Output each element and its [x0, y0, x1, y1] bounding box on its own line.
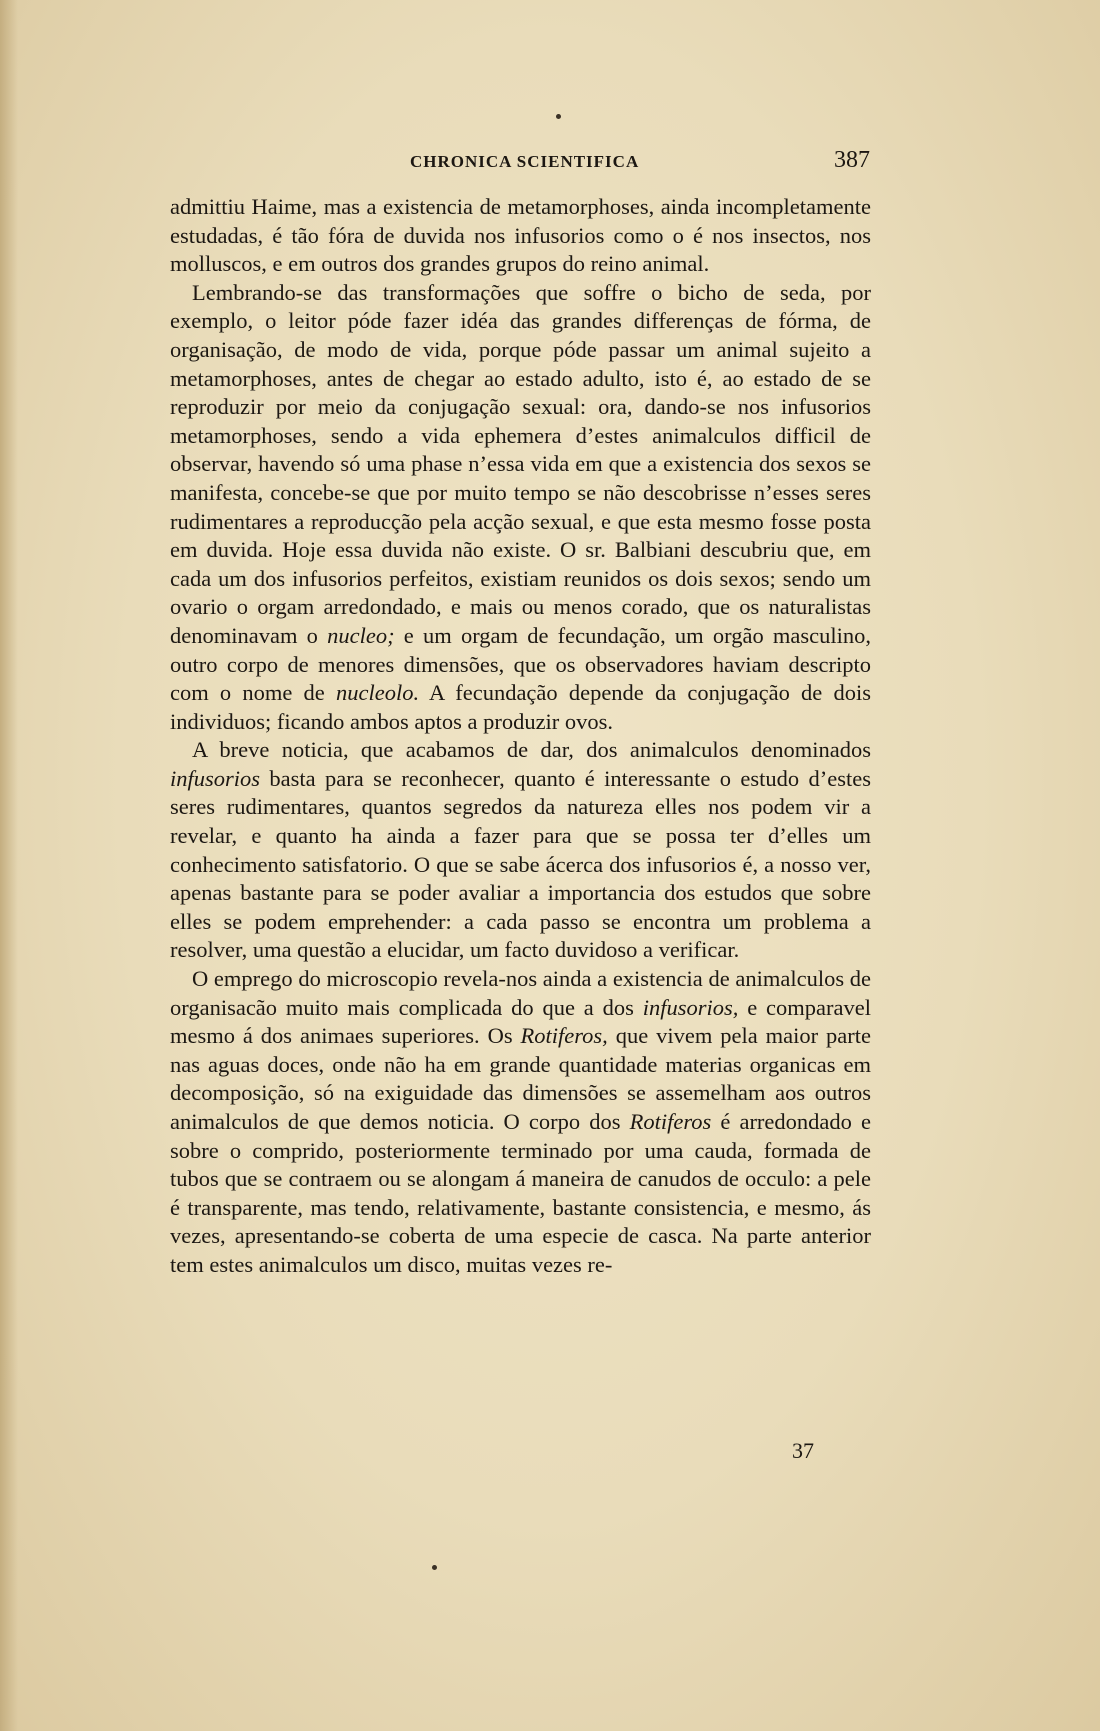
italic-term: nucleolo. [335, 680, 420, 706]
text-run: basta para se reconhecer, quanto é interessante o estudo d’estes seres rudimentares, quantos segredos da natureza elles nos podem vir a revelar, e quanto ha ainda a fazer para que se possa ter d’elles um conhecimento satisfatorio. O que se sabe ácerca dos infusorios é, a nosso ver, apenas bastante para se poder avaliar a importancia dos estudos que sobre elles se podem emprehender: a cada passo se encontra um problema a resolver, uma questão a elucidar, um facto duvidoso a verificar. [170, 765, 871, 963]
italic-term: nucleo; [327, 622, 395, 648]
running-head: CHRONICA SCIENTIFICA [410, 152, 640, 171]
ink-speck [556, 114, 561, 119]
italic-term: Rotiferos, [520, 1023, 608, 1049]
italic-term: infusorios, [642, 994, 739, 1020]
text-run: e um orgam de fecundação, um orgão masculino, outro corpo de menores dimensões, que os observadores haviam descripto com o nome de [170, 622, 871, 706]
paragraph [170, 736, 871, 965]
text-run: admittiu Haime, mas a existencia de metamorphoses, ainda incompletamente estudadas, é tão fóra de duvida nos infusorios como o é nos insectos, nos molluscos, e em outros dos grandes grupos do reino animal. [170, 194, 871, 277]
signature-mark: 37 [792, 1438, 814, 1463]
text-run: que vivem pela maior parte nas aguas doces, onde não ha em grande quantidade materias organicas em decomposição, só na exiguidade das dimensões se assemelham aos outros animalculos de que demos noticia. O corpo dos [170, 1023, 871, 1134]
text-run: O emprego do microscopio revela-nos ainda a existencia de animalculos de organisacão muito mais complicada do que a dos [170, 966, 871, 1020]
italic-term: Rotiferos [629, 1109, 712, 1134]
italic-term: infusorios [170, 765, 261, 791]
page-number: 387 [834, 147, 870, 173]
paragraph [170, 279, 871, 737]
text-run: é arredondado e sobre o comprido, posteriormente terminado por uma cauda, formada de tubos que se contraem ou se alongam á maneira de canudos de occulo: a pele é transparente, mas tendo, relativamente, bastante consistencia, e mesmo, ás vezes, apresentando-se coberta de uma especie de casca. Na parte anterior tem estes animalculos um disco, muitas vezes re- [170, 1109, 871, 1277]
page-header [170, 147, 870, 180]
text-run: A breve noticia, que acabamos de dar, dos animalculos denominados [192, 737, 871, 763]
paragraph [170, 965, 871, 1280]
text-run: A fecundação depende da conjugação de dois individuos; ficando ambos aptos a produzir ovos. [170, 680, 871, 734]
text-run: Lembrando-se das transformações que soffre o bicho de seda, por exemplo, o leitor póde fazer idéa das grandes differenças de fórma, de organisação, de modo de vida, porque póde passar um animal sujeito a metamorphoses, antes de chegar ao estado adulto, isto é, ao estado de se reproduzir por meio da conjugação sexual: ora, dando-se nos infusorios metamorphoses, sendo a vida ephemera d’estes animalculos difficil de observar, havendo só uma phase n’essa vida em que a existencia dos sexos se manifesta, concebe-se que por muito tempo se não descobrisse n’esses seres rudimentares a reproducção pela acção sexual, e que esta mesmo fosse posta em duvida. Hoje essa duvida não existe. O sr. Balbiani descubriu que, em cada um dos infusorios perfeitos, existiam reunidos os dois sexos; sendo um ovario o orgam arredondado, e mais ou menos corado, que os naturalistas denominavam o [170, 279, 871, 648]
paragraph [170, 193, 871, 279]
page-edge-shadow [0, 0, 18, 1731]
text-run: e comparavel mesmo á dos animaes superiores. Os [170, 994, 871, 1049]
body-text [170, 193, 871, 1280]
ink-speck [432, 1565, 437, 1570]
